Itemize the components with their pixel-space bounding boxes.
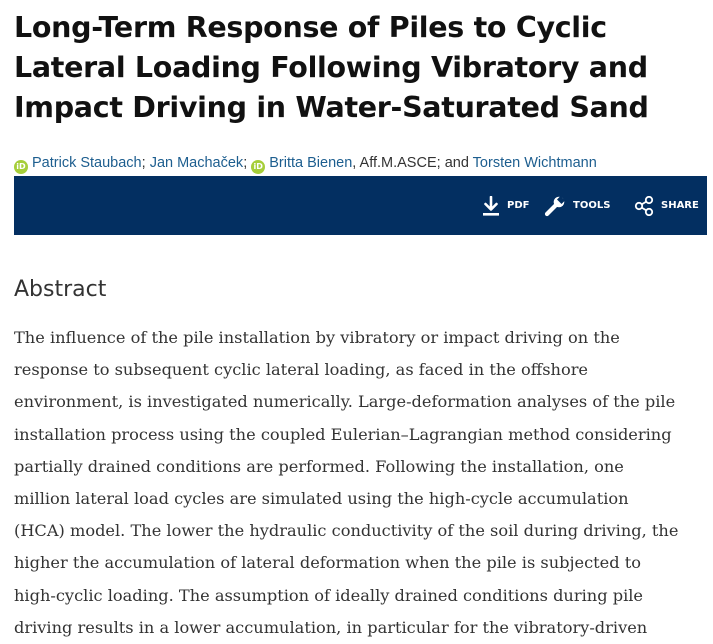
author-separator: ; and <box>436 155 473 171</box>
tools-label: TOOLS <box>573 200 611 211</box>
article-toolbar <box>14 176 707 235</box>
orcid-icon[interactable]: iD <box>14 160 28 174</box>
wrench-icon <box>544 195 566 217</box>
article-title: Long-Term Response of Piles to Cyclic Lateral Loading Following Vibratory and Impact Driving in Water-Saturated Sand <box>14 11 649 124</box>
abstract-line: million lateral load cycles are simulated using the high-cycle accumulation <box>14 489 629 509</box>
author-link[interactable]: Jan Machaček <box>149 155 244 171</box>
abstract-line: environment, is investigated numerically. Large-deformation analyses of the pile <box>14 392 676 412</box>
author-affiliation: , Aff.M.ASCE <box>352 155 437 171</box>
author-link[interactable]: Torsten Wichtmann <box>472 155 597 171</box>
abstract-text <box>14 322 710 644</box>
author-separator: ; <box>243 155 252 171</box>
abstract-line: partially drained conditions are performed. Following the installation, one <box>14 456 624 476</box>
orcid-icon[interactable]: iD <box>251 160 265 174</box>
tools-button[interactable] <box>544 176 610 235</box>
abstract-line: installation process using the coupled Eulerian–Lagrangian method considering <box>14 424 672 444</box>
share-label: SHARE <box>661 200 699 211</box>
author-list <box>14 152 597 174</box>
abstract-line: response to subsequent cyclic lateral loading, as faced in the offshore <box>14 360 589 380</box>
abstract-line: higher the accumulation of lateral deformation when the pile is subjected to <box>14 553 642 573</box>
author-link[interactable]: Patrick Staubach <box>32 155 142 171</box>
author-separator: ; <box>141 155 150 171</box>
abstract-line: (HCA) model. The lower the hydraulic conductivity of the soil during driving, the <box>14 521 679 541</box>
abstract-heading: Abstract <box>14 277 107 302</box>
share-icon <box>634 196 654 216</box>
share-button[interactable] <box>634 176 699 235</box>
abstract-line: The influence of the pile installation by vibratory or impact driving on the <box>14 328 620 347</box>
abstract-line: driving results in a lower accumulation, in particular for the vibratory-driven <box>14 617 648 637</box>
pdf-button[interactable] <box>482 176 529 235</box>
pdf-label: PDF <box>507 200 530 211</box>
abstract-line: high-cyclic loading. The assumption of ideally drained conditions during pile <box>14 585 643 605</box>
author-link[interactable]: Britta Bienen <box>269 155 353 171</box>
download-icon <box>482 196 500 216</box>
